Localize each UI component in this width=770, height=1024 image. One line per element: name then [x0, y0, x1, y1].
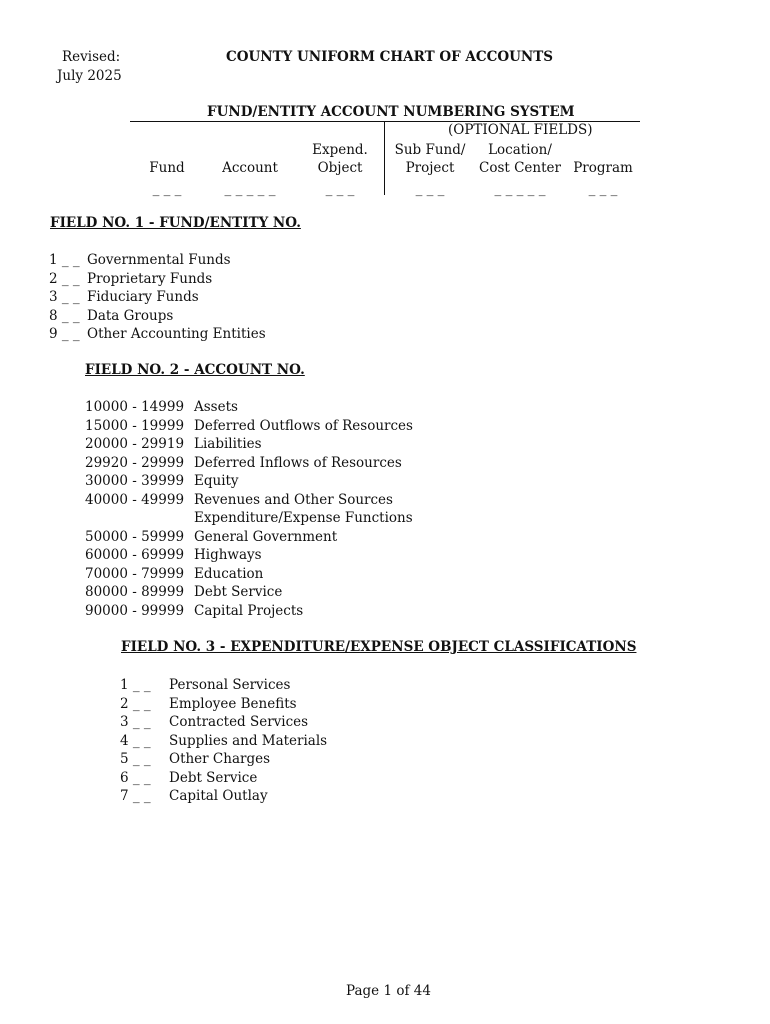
field3-list	[120, 676, 327, 806]
list-item	[85, 454, 413, 473]
list-item	[85, 546, 413, 565]
field3-heading: FIELD NO. 3 - EXPENDITURE/EXPENSE OBJECT CLASSIFICATIONS	[121, 639, 637, 655]
item-code: 60000 - 69999	[85, 547, 185, 563]
item-label: Deferred Outflows of Resources	[194, 417, 413, 434]
item-label: Revenues and Other Sources	[194, 491, 393, 508]
optional-fields-divider	[384, 121, 385, 195]
item-code: 1 _ _	[120, 677, 151, 693]
item-label: Deferred Inflows of Resources	[194, 454, 402, 471]
item-code: 90000 - 99999	[85, 602, 185, 619]
item-code: 30000 - 39999	[85, 473, 185, 489]
list-item	[85, 472, 413, 491]
field1-heading: FIELD NO. 1 - FUND/ENTITY NO.	[50, 215, 301, 231]
list-item	[49, 251, 266, 270]
item-label: General Government	[194, 528, 338, 545]
column-subfund-line2: Project	[405, 160, 455, 176]
item-label: Assets	[194, 399, 238, 415]
list-item	[120, 750, 327, 769]
list-item	[120, 787, 327, 806]
column-location-placeholder: _ _ _ _ _	[494, 181, 546, 197]
item-code: 3 _ _	[49, 289, 80, 305]
field2-list	[85, 398, 413, 620]
list-item	[85, 509, 413, 528]
item-code: 3 _ _	[120, 714, 151, 730]
list-item	[85, 583, 413, 602]
list-item	[120, 713, 327, 732]
list-item	[120, 769, 327, 788]
column-location-line1: Location/	[488, 142, 552, 158]
list-item	[49, 307, 266, 326]
item-code: 5 _ _	[120, 751, 151, 767]
item-code: 2 _ _	[49, 270, 80, 287]
revised-label: Revised:	[62, 49, 121, 65]
item-label: Supplies and Materials	[169, 732, 328, 749]
list-item	[120, 676, 327, 695]
list-item	[85, 435, 413, 454]
item-code: 8 _ _	[49, 307, 80, 324]
numbering-system-title: FUND/ENTITY ACCOUNT NUMBERING SYSTEM	[207, 104, 575, 120]
item-label: Other Charges	[169, 751, 271, 767]
item-label: Liabilities	[194, 436, 262, 452]
list-item	[85, 417, 413, 436]
item-label: Expenditure/Expense Functions	[194, 510, 413, 526]
item-code: 9 _ _	[49, 326, 80, 342]
column-account-line2: Account	[222, 160, 278, 176]
item-code: 7 _ _	[120, 788, 151, 804]
item-code: 10000 - 14999	[85, 399, 185, 415]
column-subfund-placeholder: _ _ _	[415, 181, 445, 197]
list-item	[85, 528, 413, 547]
item-label: Other Accounting Entities	[87, 326, 266, 342]
column-program-placeholder: _ _ _	[588, 181, 618, 197]
item-code: 80000 - 89999	[85, 584, 185, 600]
optional-fields-label: (OPTIONAL FIELDS)	[448, 122, 593, 138]
item-label: Education	[194, 565, 264, 582]
item-code: 40000 - 49999	[85, 491, 185, 508]
list-item	[85, 398, 413, 417]
column-program-line2: Program	[573, 160, 633, 176]
list-item	[120, 695, 327, 714]
item-code: 2 _ _	[120, 695, 151, 712]
list-item	[85, 491, 413, 510]
item-label: Capital Outlay	[169, 788, 268, 804]
item-label: Debt Service	[194, 584, 283, 600]
item-code: 4 _ _	[120, 732, 151, 749]
item-label: Debt Service	[169, 769, 258, 786]
item-label: Equity	[194, 473, 239, 489]
item-code: 6 _ _	[120, 769, 151, 786]
list-item	[49, 325, 266, 344]
item-label: Highways	[194, 547, 262, 563]
item-label: Data Groups	[87, 307, 174, 324]
page-number: Page 1 of 44	[346, 983, 431, 999]
item-code: 29920 - 29999	[85, 454, 185, 471]
item-code: 15000 - 19999	[85, 417, 185, 434]
column-subfund-line1: Sub Fund/	[394, 142, 466, 158]
column-fund-placeholder: _ _ _	[152, 181, 182, 197]
item-label: Fiduciary Funds	[87, 289, 199, 305]
item-code: 1 _ _	[49, 252, 80, 268]
item-label: Proprietary Funds	[87, 270, 213, 287]
item-label: Contracted Services	[169, 714, 309, 730]
column-object-placeholder: _ _ _	[325, 181, 355, 197]
item-label: Governmental Funds	[87, 252, 231, 268]
item-code: 50000 - 59999	[85, 528, 185, 545]
list-item	[85, 565, 413, 584]
column-object-line1: Expend.	[312, 142, 368, 158]
list-item	[85, 602, 413, 621]
item-code: 70000 - 79999	[85, 565, 185, 582]
list-item	[120, 732, 327, 751]
item-label: Capital Projects	[194, 602, 304, 619]
column-object-line2: Object	[317, 160, 363, 176]
item-label: Personal Services	[169, 677, 291, 693]
list-item	[49, 288, 266, 307]
revised-date: July 2025	[57, 68, 122, 84]
column-location-line2: Cost Center	[479, 160, 561, 176]
field2-heading: FIELD NO. 2 - ACCOUNT NO.	[85, 362, 305, 378]
item-label: Employee Benefits	[169, 695, 297, 712]
column-fund-line2: Fund	[149, 160, 185, 176]
field1-list	[49, 251, 266, 344]
list-item	[49, 270, 266, 289]
document-title: COUNTY UNIFORM CHART OF ACCOUNTS	[226, 49, 554, 65]
item-code: 20000 - 29919	[85, 436, 185, 452]
column-account-placeholder: _ _ _ _ _	[224, 181, 276, 197]
